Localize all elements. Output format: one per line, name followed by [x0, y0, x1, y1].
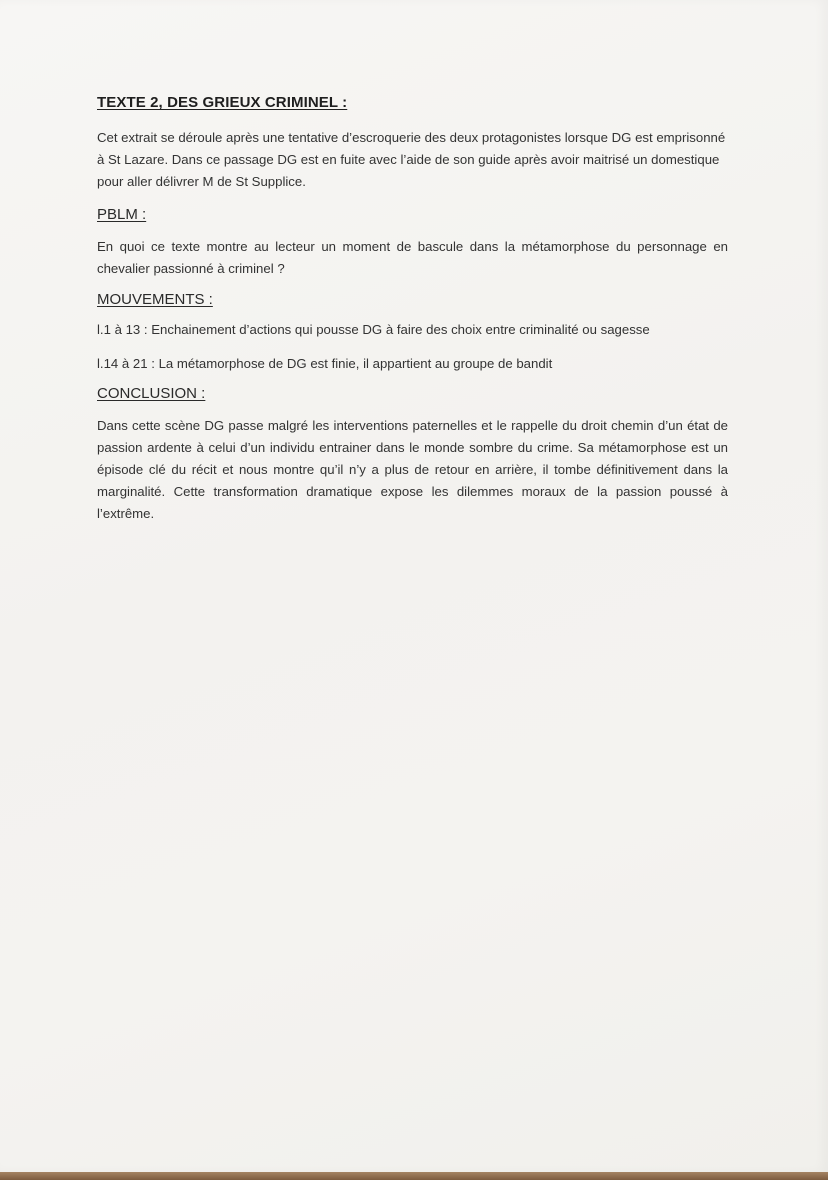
mouvement-item: l.1 à 13 : Enchainement d’actions qui pousse DG à faire des choix entre criminalité ou sagesse	[97, 322, 650, 337]
conclusion-paragraph: Dans cette scène DG passe malgré les interventions paternelles et le rappelle du droit chemin d’un état de passion ardente à celui d’un individu entrainer dans le monde sombre du crime. Sa métamorphose est un épisode clé du récit et nous montre qu’il n’y a plus de retour en arrière, il tombe définitivement dans la marginalité. Cette transformation dramatique expose les dilemmes moraux de la passion poussé à l’extrême.	[97, 418, 728, 521]
document-title: TEXTE 2, DES GRIEUX CRIMINEL :	[97, 94, 348, 111]
pblm-paragraph: En quoi ce texte montre au lecteur un moment de bascule dans la métamorphose du personnage en chevalier passionné à criminel ?	[97, 239, 728, 276]
intro-paragraph: Cet extrait se déroule après une tentative d’escroquerie des deux protagonistes lorsque DG est emprisonné à St Lazare. Dans ce passage DG est en fuite avec l’aide de son guide après avoir maitrisé un domestique pour aller délivrer M de St Supplice.	[97, 130, 726, 189]
conclusion-heading: CONCLUSION :	[97, 385, 206, 402]
table-edge	[0, 1172, 828, 1180]
pblm-heading: PBLM :	[97, 206, 147, 223]
mouvements-heading: MOUVEMENTS :	[97, 291, 213, 308]
mouvement-item: l.14 à 21 : La métamorphose de DG est finie, il appartient au groupe de bandit	[97, 356, 553, 371]
document-body	[97, 94, 728, 525]
